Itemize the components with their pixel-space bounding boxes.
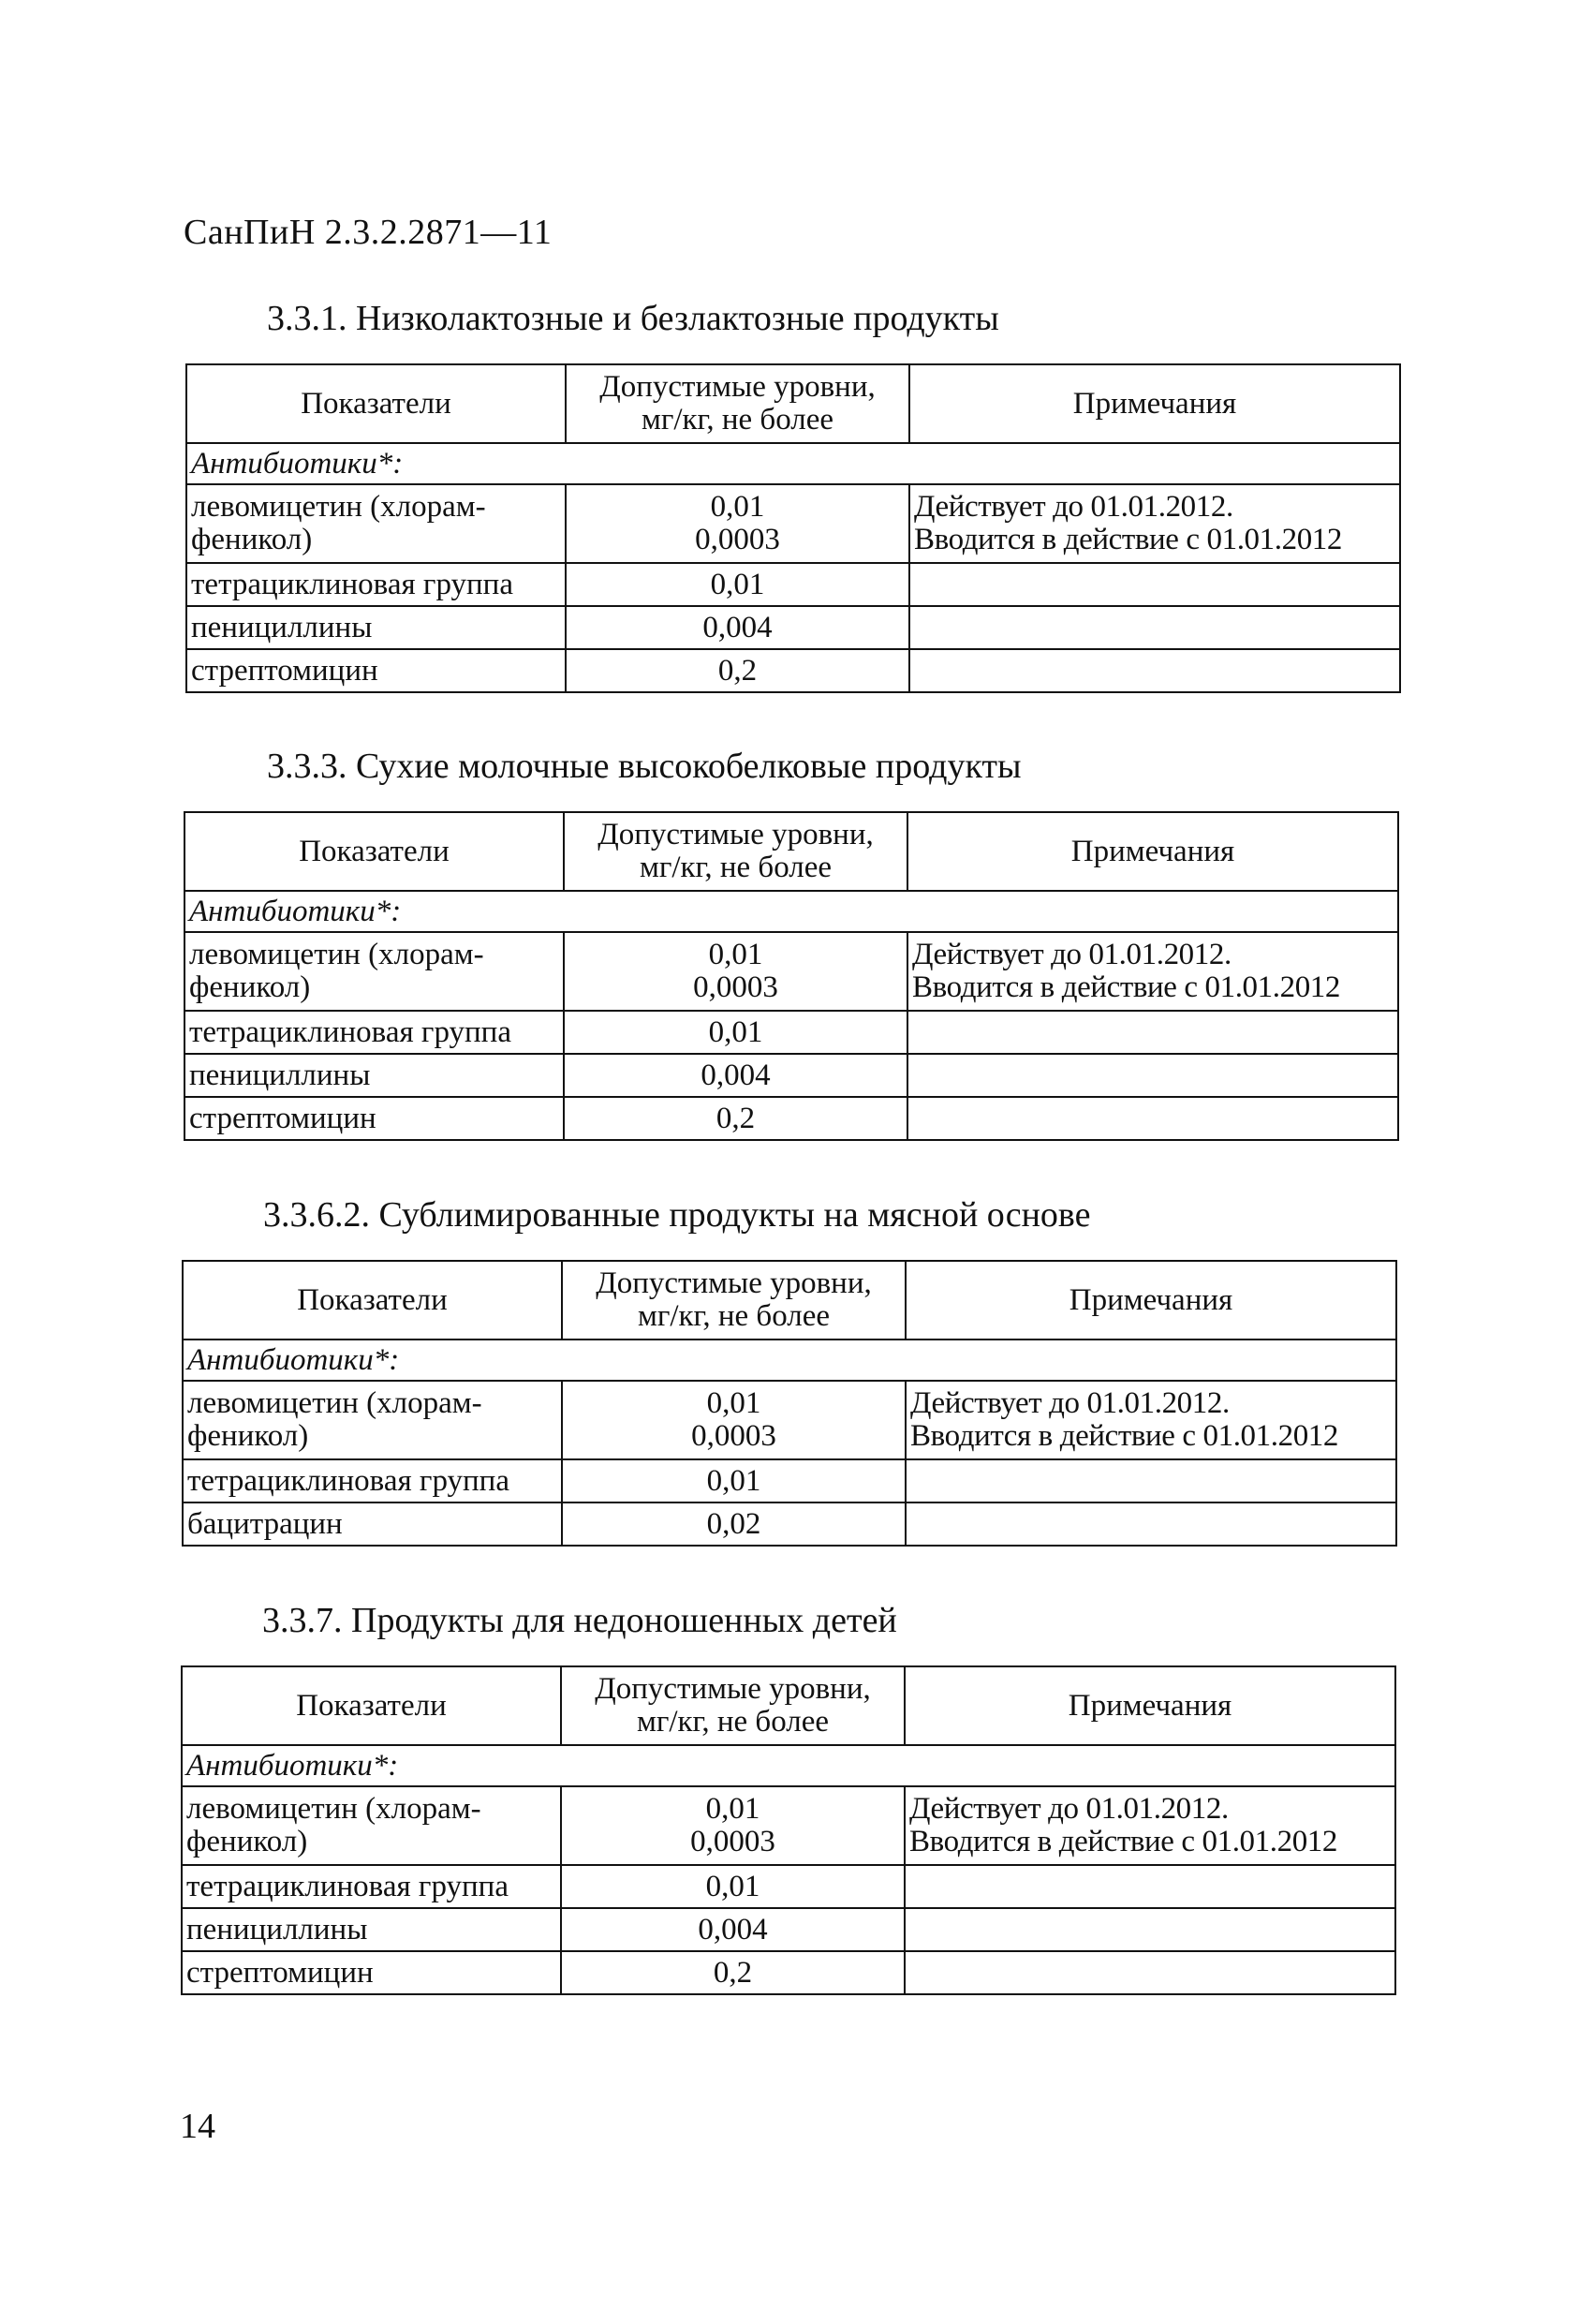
group-label: Антибиотики*:: [184, 891, 1398, 932]
note-cell: [906, 1381, 1396, 1459]
note-cell: [907, 932, 1398, 1011]
header-levels: [562, 1261, 906, 1340]
note-cell: [905, 1951, 1395, 1994]
note-line2: Вводится в действие с 01.01.2012: [910, 1419, 1338, 1453]
note-cell: [905, 1908, 1395, 1951]
indicator-cell: тетрациклиновая группа: [182, 1865, 561, 1908]
indicator-cell: пенициллины: [186, 606, 566, 649]
level-cell: 0,2: [564, 1097, 907, 1140]
note-line2: Вводится в действие с 01.01.2012: [914, 523, 1342, 556]
level-cell: 0,01: [564, 1011, 907, 1054]
level-cell: [566, 484, 909, 563]
group-row: [183, 1340, 1396, 1381]
header-notes: Примечания: [905, 1666, 1395, 1745]
note-line1: Действует до 01.01.2012.: [910, 1386, 1230, 1421]
group-label: Антибиотики*:: [183, 1340, 1396, 1381]
indicator-cell: стрептомицин: [182, 1951, 561, 1994]
note-line1: Действует до 01.01.2012.: [912, 938, 1232, 972]
header-notes: Примечания: [906, 1261, 1396, 1340]
indicator-line1: левомицетин (хлорам-: [186, 1792, 481, 1827]
header-levels: [566, 364, 909, 443]
note-cell: [909, 606, 1400, 649]
table-header-row: [184, 812, 1398, 891]
indicator-line1: левомицетин (хлорам-: [191, 490, 486, 525]
header-indicator: Показатели: [182, 1666, 561, 1745]
header-levels-line1: Допустимые уровни,: [599, 370, 876, 405]
header-levels-line1: Допустимые уровни,: [596, 1266, 872, 1301]
note-cell: [906, 1502, 1396, 1546]
level-cell: 0,01: [562, 1459, 906, 1502]
indicator-cell: [183, 1381, 562, 1459]
header-notes: Примечания: [907, 812, 1398, 891]
table-row: [184, 932, 1398, 1011]
level-cell: 0,2: [566, 649, 909, 692]
norms-table: [184, 811, 1399, 1141]
indicator-cell: тетрациклиновая группа: [183, 1459, 562, 1502]
table-row: [183, 1502, 1396, 1546]
note-cell: [905, 1786, 1395, 1865]
note-cell: [909, 649, 1400, 692]
page-number: 14: [180, 2107, 215, 2146]
indicator-line2: феникол): [191, 523, 313, 556]
note-cell: [909, 563, 1400, 606]
section-title: 3.3.7. Продукты для недоношенных детей: [262, 1601, 897, 1640]
header-levels-line2: мг/кг, не более: [639, 851, 833, 884]
group-label: Антибиотики*:: [186, 443, 1400, 484]
indicator-line2: феникол): [186, 1825, 308, 1858]
indicator-cell: тетрациклиновая группа: [184, 1011, 564, 1054]
note-line1: Действует до 01.01.2012.: [914, 490, 1233, 525]
level-cell: 0,004: [566, 606, 909, 649]
header-notes: Примечания: [909, 364, 1400, 443]
table-row: [182, 1908, 1395, 1951]
table-row: [184, 1097, 1398, 1140]
table-header-row: [182, 1666, 1395, 1745]
indicator-line1: левомицетин (хлорам-: [189, 938, 484, 972]
group-row: [184, 891, 1398, 932]
indicator-line2: феникол): [189, 970, 311, 1004]
table-header-row: [186, 364, 1400, 443]
table-row: [182, 1951, 1395, 1994]
table-row: [183, 1381, 1396, 1459]
header-levels: [564, 812, 907, 891]
indicator-line1: левомицетин (хлорам-: [187, 1386, 482, 1421]
note-cell: [907, 1097, 1398, 1140]
header-levels-line2: мг/кг, не более: [641, 403, 834, 437]
level-cell: [561, 1786, 905, 1865]
header-levels-line2: мг/кг, не более: [636, 1705, 830, 1739]
norms-table: [181, 1665, 1396, 1995]
note-line1: Действует до 01.01.2012.: [909, 1792, 1229, 1827]
header-levels-line2: мг/кг, не более: [637, 1299, 831, 1333]
header-indicator: Показатели: [184, 812, 564, 891]
level-cell: 0,01: [561, 1865, 905, 1908]
table-header-row: [183, 1261, 1396, 1340]
note-cell: [907, 1054, 1398, 1097]
note-line2: Вводится в действие с 01.01.2012: [912, 970, 1340, 1004]
document-header: СанПиН 2.3.2.2871—11: [184, 213, 553, 252]
section-title: 3.3.6.2. Сублимированные продукты на мясной основе: [263, 1195, 1091, 1235]
note-cell: [909, 484, 1400, 563]
level-line1: 0,01: [705, 1792, 760, 1827]
level-cell: 0,004: [564, 1054, 907, 1097]
indicator-cell: пенициллины: [184, 1054, 564, 1097]
table-row: [186, 484, 1400, 563]
level-cell: [562, 1381, 906, 1459]
indicator-cell: стрептомицин: [184, 1097, 564, 1140]
indicator-cell: [182, 1786, 561, 1865]
indicator-cell: стрептомицин: [186, 649, 566, 692]
level-line1: 0,01: [708, 938, 763, 972]
indicator-cell: тетрациклиновая группа: [186, 563, 566, 606]
level-line2: 0,0003: [695, 523, 780, 556]
indicator-cell: [186, 484, 566, 563]
level-line1: 0,01: [710, 490, 765, 525]
norms-table: [182, 1260, 1397, 1547]
header-levels: [561, 1666, 905, 1745]
table-row: [186, 606, 1400, 649]
level-line2: 0,0003: [691, 1419, 776, 1453]
header-indicator: Показатели: [183, 1261, 562, 1340]
indicator-cell: пенициллины: [182, 1908, 561, 1951]
level-cell: 0,01: [566, 563, 909, 606]
table-row: [182, 1786, 1395, 1865]
level-line2: 0,0003: [693, 970, 778, 1004]
note-line2: Вводится в действие с 01.01.2012: [909, 1825, 1337, 1858]
level-cell: 0,004: [561, 1908, 905, 1951]
header-levels-line1: Допустимые уровни,: [595, 1672, 871, 1707]
note-cell: [905, 1865, 1395, 1908]
header-indicator: Показатели: [186, 364, 566, 443]
level-cell: 0,02: [562, 1502, 906, 1546]
group-label: Антибиотики*:: [182, 1745, 1395, 1786]
section-title: 3.3.3. Сухие молочные высокобелковые продукты: [267, 747, 1022, 786]
level-cell: 0,2: [561, 1951, 905, 1994]
table-row: [182, 1865, 1395, 1908]
header-levels-line1: Допустимые уровни,: [597, 818, 874, 852]
indicator-cell: [184, 932, 564, 1011]
table-row: [186, 649, 1400, 692]
indicator-line2: феникол): [187, 1419, 309, 1453]
norms-table: [185, 363, 1401, 693]
note-cell: [907, 1011, 1398, 1054]
section-title: 3.3.1. Низколактозные и безлактозные продукты: [267, 299, 999, 338]
level-cell: [564, 932, 907, 1011]
table-row: [184, 1011, 1398, 1054]
level-line1: 0,01: [706, 1386, 761, 1421]
group-row: [182, 1745, 1395, 1786]
note-cell: [906, 1459, 1396, 1502]
group-row: [186, 443, 1400, 484]
table-row: [186, 563, 1400, 606]
table-row: [184, 1054, 1398, 1097]
indicator-cell: бацитрацин: [183, 1502, 562, 1546]
level-line2: 0,0003: [690, 1825, 775, 1858]
table-row: [183, 1459, 1396, 1502]
